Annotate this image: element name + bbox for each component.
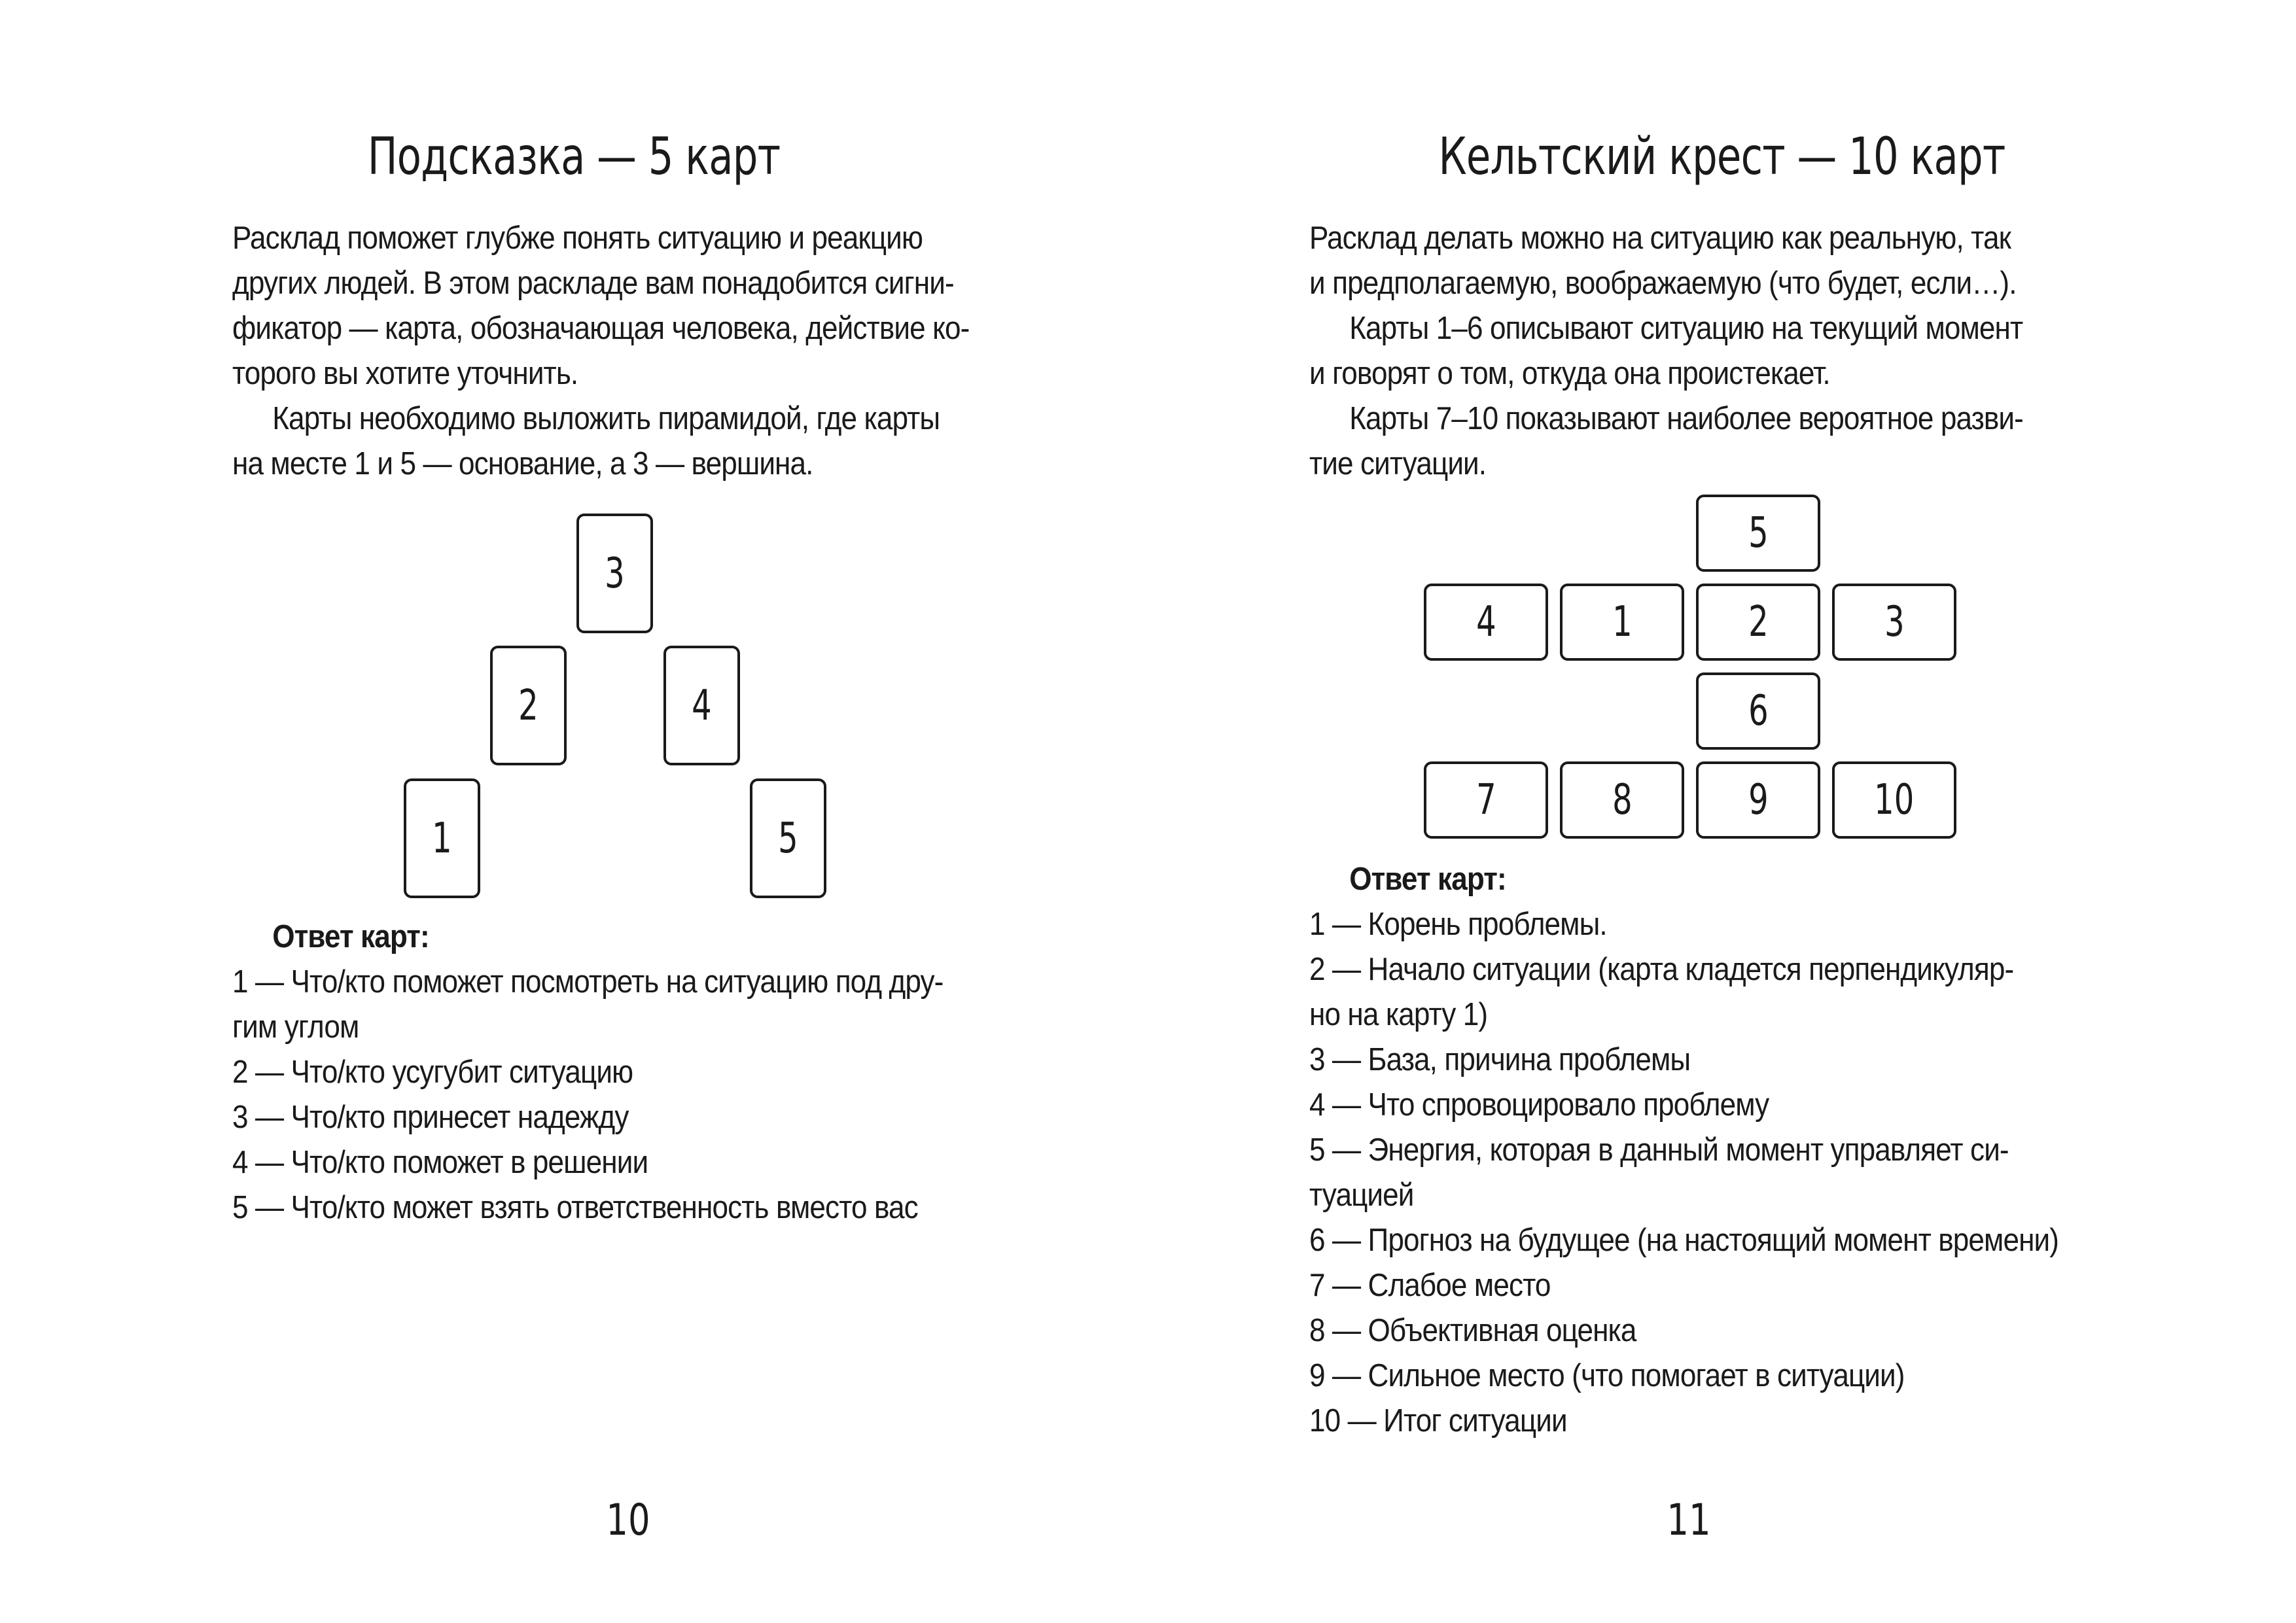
answer-item: гим углом	[232, 1009, 359, 1045]
card-1: 1	[1560, 584, 1684, 661]
answer-item: 7 — Слабое место	[1309, 1268, 1551, 1303]
text-line: других людей. В этом раскладе вам понадобится сигни-	[232, 266, 954, 301]
card-10: 10	[1832, 761, 1956, 839]
card-3: 3	[576, 514, 653, 633]
card-7: 7	[1424, 761, 1548, 839]
answer-item: 10 — Итог ситуации	[1309, 1403, 1567, 1439]
text-line: фикатор — карта, обозначающая человека, действие ко-	[232, 311, 970, 346]
answer-item: 5 — Энергия, которая в данный момент управляет си-	[1309, 1132, 2009, 1168]
page-number: 11	[1667, 1495, 1711, 1545]
text-line: Расклад делать можно на ситуацию как реальную, так	[1309, 220, 2011, 256]
text-line: Карты необходимо выложить пирамидой, где карты	[272, 401, 940, 436]
answer-item: 2 — Начало ситуации (карта кладется перпендикуляр-	[1309, 952, 2014, 987]
text-line: Карты 1–6 описывают ситуацию на текущий момент	[1349, 311, 2023, 346]
text-line: и говорят о том, откуда она проистекает.	[1309, 356, 1830, 391]
answer-item: 9 — Сильное место (что помогает в ситуации)	[1309, 1358, 1905, 1393]
page-number: 10	[606, 1495, 650, 1545]
answer-item: 4 — Что спровоцировало проблему	[1309, 1087, 1769, 1123]
page-title: Подсказка — 5 карт	[367, 128, 781, 186]
answer-item: 5 — Что/кто может взять ответственность вместо вас	[232, 1190, 918, 1225]
answer-item: 1 — Корень проблемы.	[1309, 907, 1607, 942]
text-line: и предполагаемую, воображаемую (что будет, если…).	[1309, 266, 2017, 301]
answer-item: 3 — База, причина проблемы	[1309, 1042, 1691, 1077]
answer-item: 3 — Что/кто принесет надежду	[232, 1100, 629, 1135]
text-line: на месте 1 и 5 — основание, а 3 — вершина.	[232, 446, 813, 481]
right-page	[1148, 0, 2296, 1623]
answer-item: но на карту 1)	[1309, 997, 1488, 1032]
answers-block	[1309, 857, 2087, 1444]
page-title: Кельтский крест — 10 карт	[1438, 128, 2005, 186]
card-1: 1	[404, 778, 480, 898]
answer-item: 2 — Что/кто усугубит ситуацию	[232, 1055, 633, 1090]
card-3: 3	[1832, 584, 1956, 661]
answer-item: 1 — Что/кто поможет посмотреть на ситуацию под дру-	[232, 964, 944, 1000]
intro-paragraph	[1309, 216, 2087, 487]
card-6: 6	[1696, 672, 1820, 750]
card-4: 4	[1424, 584, 1548, 661]
card-5: 5	[750, 778, 826, 898]
answer-item: 8 — Объективная оценка	[1309, 1313, 1636, 1348]
card-8: 8	[1560, 761, 1684, 839]
card-4: 4	[663, 646, 740, 765]
answers-heading: Ответ карт:	[1349, 862, 1506, 897]
text-line: торого вы хотите уточнить.	[232, 356, 578, 391]
card-2: 2	[1696, 584, 1820, 661]
answers-block	[232, 915, 1010, 1230]
card-9: 9	[1696, 761, 1820, 839]
card-5: 5	[1696, 495, 1820, 572]
text-line: Карты 7–10 показывают наиболее вероятное разви-	[1349, 401, 2023, 436]
card-2: 2	[490, 646, 567, 765]
intro-paragraph	[232, 216, 1010, 487]
text-line: тие ситуации.	[1309, 446, 1487, 481]
answer-item: туацией	[1309, 1178, 1414, 1213]
answer-item: 6 — Прогноз на будущее (на настоящий момент времени)	[1309, 1223, 2059, 1258]
answer-item: 4 — Что/кто поможет в решении	[232, 1145, 648, 1180]
text-line: Расклад поможет глубже понять ситуацию и реакцию	[232, 220, 923, 256]
answers-heading: Ответ карт:	[272, 919, 429, 954]
